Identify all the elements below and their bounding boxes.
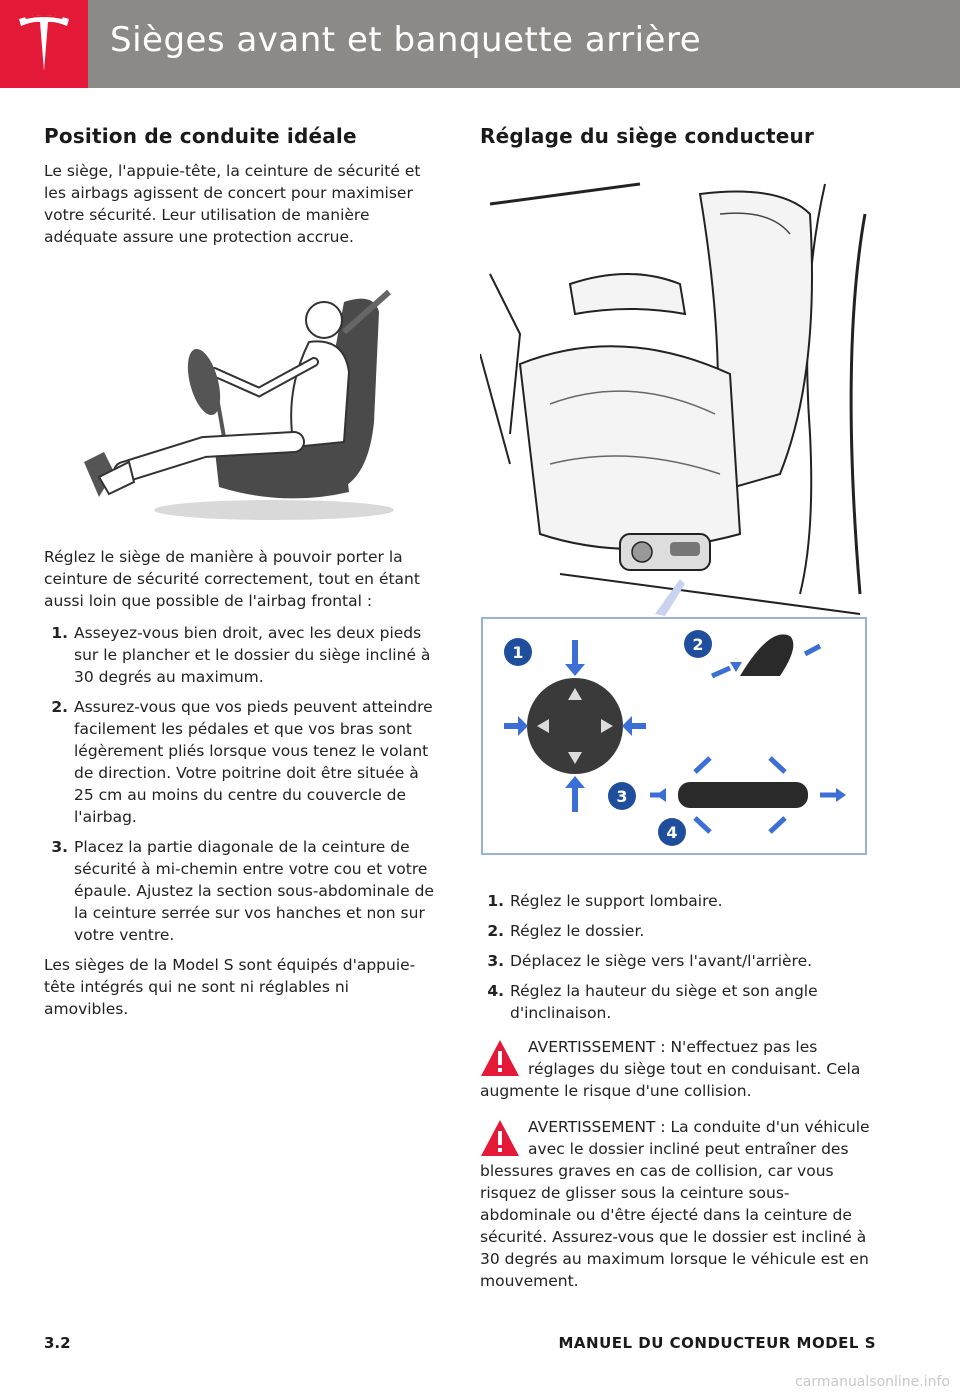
- step-text: Réglez le support lombaire.: [510, 892, 723, 910]
- warning-icon: [480, 1038, 520, 1078]
- diagram-label-4: 4: [666, 823, 678, 842]
- watermark: carmanualsonline.info: [795, 1374, 950, 1390]
- manual-title: MANUEL DU CONDUCTEUR MODEL S: [558, 1334, 876, 1352]
- section-heading-seat-adjustment: Réglage du siège conducteur: [480, 124, 815, 148]
- warning-block: [480, 1036, 872, 1102]
- seat-controls-diagram: [480, 616, 872, 862]
- intro-paragraph: Le siège, l'appuie-tête, la ceinture de sécurité et les airbags agissent de concert pour maximiser votre sécurité. Leur utilisation de manière adéquate assure une protection accrue.: [44, 162, 421, 246]
- list-item: [480, 950, 872, 972]
- list-item: [480, 980, 872, 1024]
- headrest-note: Les sièges de la Model S sont équipés d'appuie-tête intégrés qui ne sont ni réglables ni amovibles.: [44, 956, 416, 1018]
- section-heading-driving-position: Position de conduite idéale: [44, 124, 357, 148]
- step-number: 1.: [487, 892, 504, 910]
- page-header: [0, 0, 960, 88]
- list-item: [44, 836, 436, 946]
- step-text: Assurez-vous que vos pieds peuvent atteindre facilement les pédales et que vos bras sont légèrement pliés lorsque vous tenez le volant de direction. Votre poitrine doit être située à 25 cm au moins du centre du couvercle de l'airbag.: [74, 698, 433, 826]
- left-column: [44, 124, 436, 1020]
- step-number: 3.: [51, 838, 68, 856]
- list-item: [44, 696, 436, 828]
- right-column: [480, 124, 872, 1292]
- driving-position-illustration: [44, 272, 436, 532]
- warning-block: [480, 1116, 872, 1292]
- step-text: Réglez la hauteur du siège et son angle d'inclinaison.: [510, 982, 818, 1022]
- step-text: Placez la partie diagonale de la ceinture de sécurité à mi-chemin entre votre cou et votre épaule. Ajustez la section sous-abdominale de la ceinture serrée sur vos hanches et non sur votre ventre.: [74, 838, 434, 944]
- adjustment-instructions: Réglez le siège de manière à pouvoir porter la ceinture de sécurité correctement, tout en étant aussi loin que possible de l'airbag frontal :: [44, 548, 420, 610]
- list-item: [480, 890, 872, 912]
- warning-text: AVERTISSEMENT : La conduite d'un véhicule avec le dossier incliné peut entraîner des blessures graves en cas de collision, car vous risquez de glisser sous la ceinture sous-abdominale ou d'être éjecté dans la ceinture de sécurité. Assurez-vous que le dossier est incliné à 30 degrés au maximum lorsque le véhicule est en mouvement.: [480, 1118, 870, 1290]
- tesla-logo: [0, 0, 88, 88]
- warning-text: AVERTISSEMENT : N'effectuez pas les réglages du siège tout en conduisant. Cela augmente le risque d'une collision.: [480, 1038, 861, 1100]
- step-number: 2.: [51, 698, 68, 716]
- step-text: Asseyez-vous bien droit, avec les deux pieds sur le plancher et le dossier du siège incliné à 30 degrés au maximum.: [74, 624, 431, 686]
- warning-icon: [480, 1118, 520, 1158]
- list-item: [480, 920, 872, 942]
- step-text: Déplacez le siège vers l'avant/l'arrière.: [510, 952, 813, 970]
- step-number: 3.: [487, 952, 504, 970]
- step-number: 4.: [487, 982, 504, 1000]
- step-number: 2.: [487, 922, 504, 940]
- step-number: 1.: [51, 624, 68, 642]
- page-title: Sièges avant et banquette arrière: [110, 20, 702, 60]
- driving-position-steps: [44, 622, 436, 946]
- step-text: Réglez le dossier.: [510, 922, 645, 940]
- diagram-label-1: 1: [512, 643, 524, 662]
- page-number: 3.2: [44, 1334, 71, 1352]
- seat-controls-illustration: [480, 174, 872, 616]
- diagram-label-2: 2: [692, 635, 704, 654]
- seat-adjustment-steps: [480, 890, 872, 1024]
- diagram-label-3: 3: [616, 787, 628, 806]
- list-item: [44, 622, 436, 688]
- tesla-logo-icon: [15, 13, 73, 75]
